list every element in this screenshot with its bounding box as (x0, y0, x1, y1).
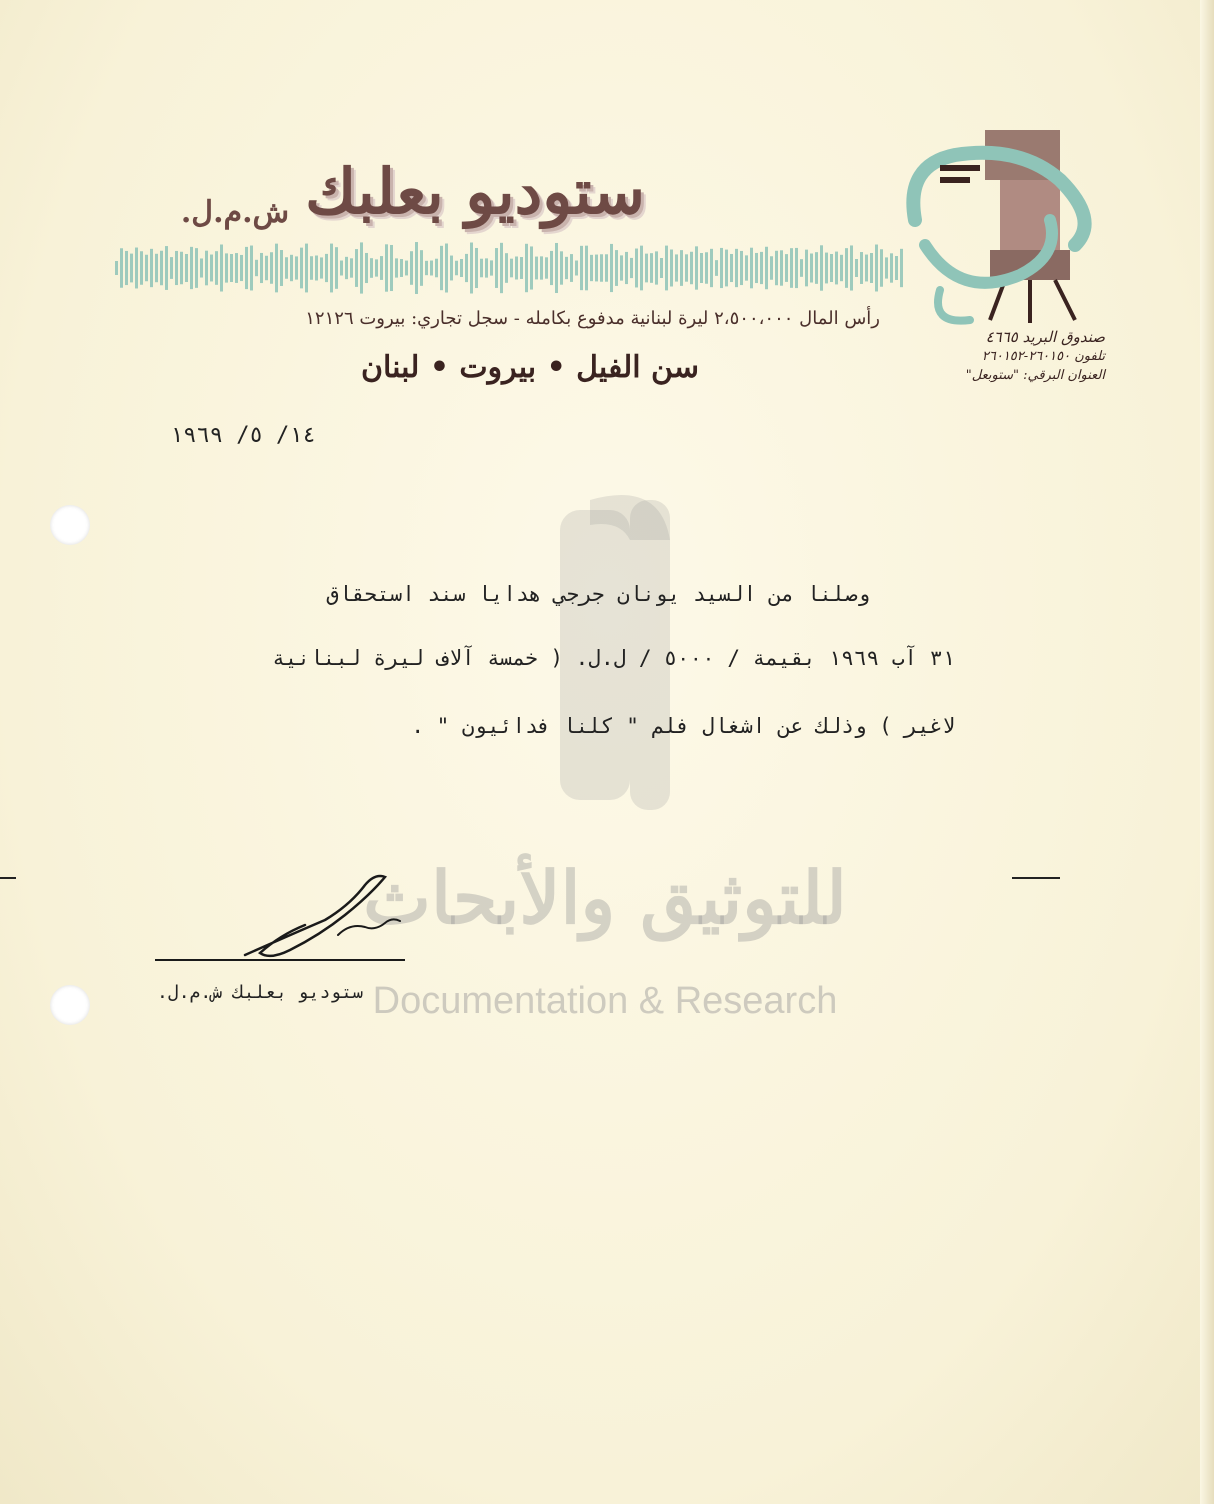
company-suffix: ش.م.ل. (180, 195, 290, 230)
telegraphic-address: العنوان البرقي: "ستوبعل" (965, 368, 1105, 383)
fold-mark-left (0, 877, 16, 879)
company-name: ستوديو بعلبك (305, 155, 645, 228)
punch-hole-bottom (50, 985, 90, 1025)
body-line-2: ٣١ آب ١٩٦٩ بقيمة / ٥٠٠٠ / ل.ل. ( خمسة آلاف ليرة لبنانية (272, 646, 955, 670)
signature-caption: ستوديو بعلبك ش.م.ل. (157, 982, 363, 1003)
punch-hole-top (50, 505, 90, 545)
camera-logo-icon (900, 125, 1115, 325)
body-line-3: لاغير ) وذلك عن اشغال فلم " كلنا فدائيون " . (411, 714, 955, 738)
phone-numbers: تلفون ٢٦٠١٥٠-٢٦٠١٥٢ (981, 349, 1105, 364)
fold-mark-right (1012, 877, 1060, 879)
watermark-arabic: للتوثيق والأبحاث (363, 855, 847, 940)
address-line: سن الفيل • بيروت • لبنان (360, 350, 700, 385)
letter-date: ١٤/ ٥/ ١٩٦٩ (170, 423, 316, 448)
watermark-english: Documentation & Research (372, 980, 838, 1022)
body-line-1: وصلنا من السيد يونان جرجي هدايا سند استحقاق (326, 582, 870, 606)
contact-block (905, 328, 1105, 385)
capital-line: رأس المال ٢،٥٠٠،٠٠٠ ليرة لبنانية مدفوع بكامله - سجل تجاري: بيروت ١٢١٢٦ (305, 308, 880, 329)
handwritten-signature (150, 865, 420, 975)
paper-edge (1200, 0, 1214, 1504)
sound-wave-graphic (115, 228, 905, 308)
po-box: صندوق البريد ٤٦٦٥ (985, 328, 1105, 346)
